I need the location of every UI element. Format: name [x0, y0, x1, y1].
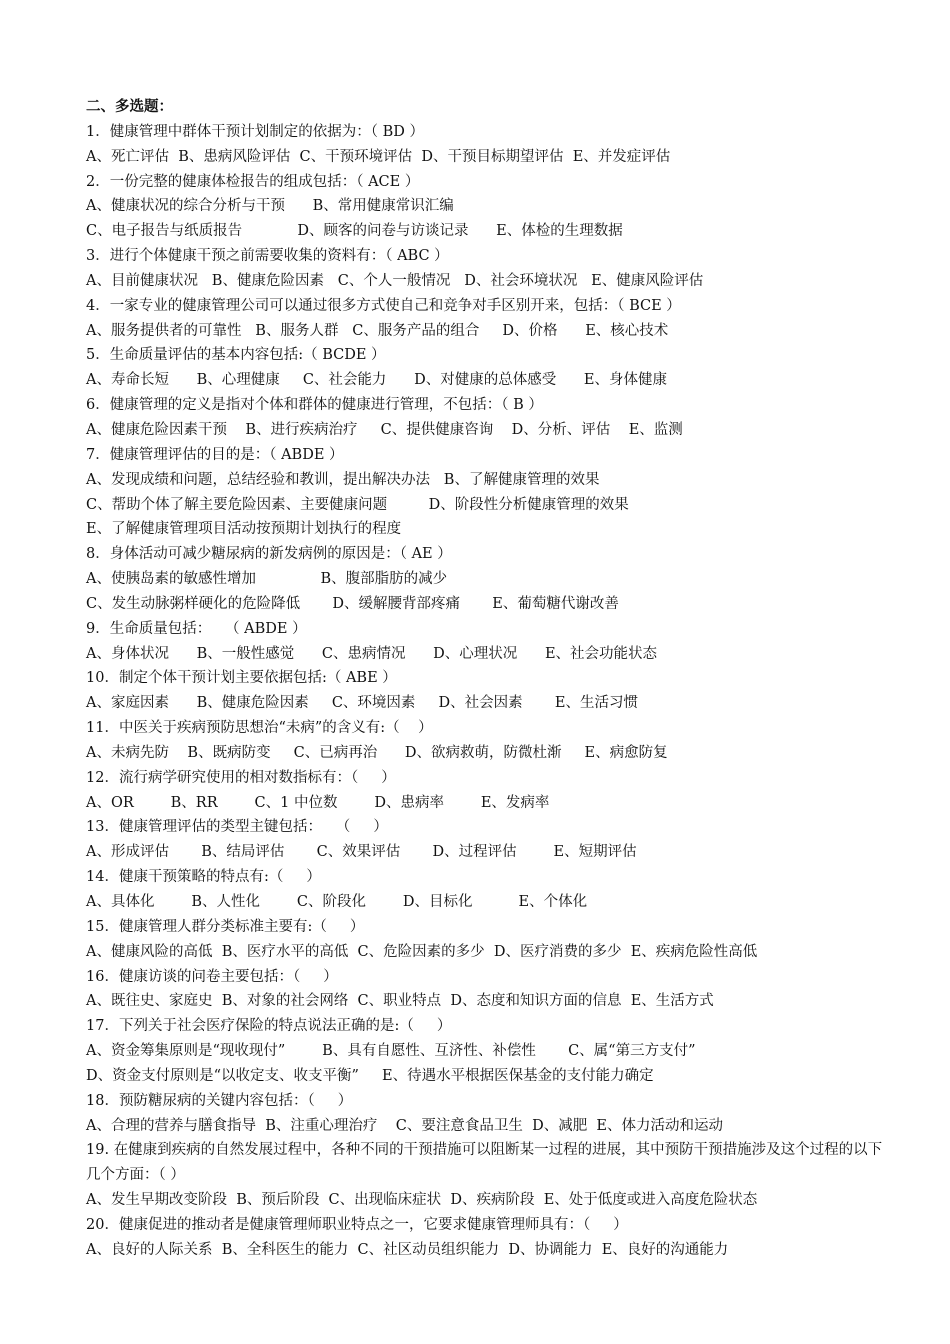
options-9: A、身体状况 B、一般性感觉 C、患病情况 D、心理状况 E、社会功能状态: [86, 645, 658, 662]
options-8-line-2: C、发生动脉粥样硬化的危险降低 D、缓解腰背部疼痛 E、葡萄糖代谢改善: [86, 595, 619, 612]
question-12: 12．流行病学研究使用的相对数指标有：（ ）: [86, 769, 396, 786]
question-1: 1．健康管理中群体干预计划制定的依据为：（ BD ）: [86, 123, 424, 140]
options-7-line-1: A、发现成绩和问题，总结经验和教训，提出解决办法 B、了解健康管理的效果: [86, 471, 600, 488]
options-6: A、健康危险因素干预 B、进行疾病治疗 C、提供健康咨询 D、分析、评估 E、监测: [86, 421, 683, 438]
options-7-line-3: E、了解健康管理项目活动按预期计划执行的程度: [86, 521, 402, 538]
question-6: 6．健康管理的定义是指对个体和群体的健康进行管理，不包括：（ B ）: [86, 397, 543, 414]
question-2: 2．一份完整的健康体检报告的组成包括：（ ACE ）: [86, 173, 420, 190]
options-1: A、死亡评估 B、患病风险评估 C、干预环境评估 D、干预目标期望评估 E、并发症评估: [86, 148, 671, 165]
question-4: 4．一家专业的健康管理公司可以通过很多方式使自己和竞争对手区别开来，包括：（ BCE ）: [86, 297, 681, 314]
question-14: 14．健康干预策略的特点有:（ ）: [86, 869, 321, 886]
question-list: [86, 95, 886, 1263]
options-2-line-1: A、健康状况的综合分析与干预 B、常用健康常识汇编: [86, 198, 454, 215]
options-19: A、发生早期改变阶段 B、预后阶段 C、出现临床症状 D、疾病阶段 E、处于低度或进入高度危险状态: [86, 1192, 758, 1209]
question-5: 5．生命质量评估的基本内容包括:（ BCDE ）: [86, 347, 386, 364]
options-2-line-2: C、电子报告与纸质报告 D、顾客的问卷与访谈记录 E、体检的生理数据: [86, 223, 623, 240]
options-13: A、形成评估 B、结局评估 C、效果评估 D、过程评估 E、短期评估: [86, 844, 637, 861]
question-3: 3．进行个体健康干预之前需要收集的资料有：（ ABC ）: [86, 248, 449, 265]
options-18: A、合理的营养与膳食指导 B、注重心理治疗 C、要注意食品卫生 D、减肥 E、体力活动和运动: [86, 1117, 724, 1134]
section-title: 二、多选题：: [86, 98, 173, 115]
question-10: 10．制定个体干预计划主要依据包括:（ ABE ）: [86, 670, 397, 687]
options-17-line-2: D、资金支付原则是“以收定支、收支平衡” E、待遇水平根据医保基金的支付能力确定: [86, 1067, 654, 1084]
question-9: 9．生命质量包括： （ ABDE ）: [86, 620, 307, 637]
question-8: 8．身体活动可减少糖尿病的新发病例的原因是：（ AE ）: [86, 546, 452, 563]
question-15: 15．健康管理人群分类标准主要有:（ ）: [86, 918, 365, 935]
options-15: A、健康风险的高低 B、医疗水平的高低 C、危险因素的多少 D、医疗消费的多少 E、疾病危险性高低: [86, 943, 758, 960]
options-12: A、OR B、RR C、1 中位数 D、患病率 E、发病率: [86, 794, 550, 811]
options-8-line-1: A、使胰岛素的敏感性增加 B、腹部脂肪的减少: [86, 571, 448, 588]
options-16: A、既往史、家庭史 B、对象的社会网络 C、职业特点 D、态度和知识方面的信息 E、生活方式: [86, 993, 714, 1010]
options-5: A、寿命长短 B、心理健康 C、社会能力 D、对健康的总体感受 E、身体健康: [86, 372, 667, 389]
question-11: 11．中医关于疾病预防思想治“未病”的含义有:（ ）: [86, 720, 433, 737]
options-4: A、服务提供者的可靠性 B、服务人群 C、服务产品的组合 D、价格 E、核心技术: [86, 322, 669, 339]
options-3: A、目前健康状况 B、健康危险因素 C、个人一般情况 D、社会环境状况 E、健康风险评估: [86, 272, 704, 289]
options-7-line-2: C、帮助个体了解主要危险因素、主要健康问题 D、阶段性分析健康管理的效果: [86, 496, 629, 513]
options-10: A、家庭因素 B、健康危险因素 C、环境因素 D、社会因素 E、生活习惯: [86, 695, 638, 712]
options-14: A、具体化 B、人性化 C、阶段化 D、目标化 E、个体化: [86, 894, 588, 910]
question-20: 20．健康促进的推动者是健康管理师职业特点之一，它要求健康管理师具有：（ ）: [86, 1216, 628, 1233]
question-16: 16．健康访谈的问卷主要包括：（ ）: [86, 968, 338, 985]
question-19: 19. 在健康到疾病的自然发展过程中，各种不同的干预措施可以阻断某一过程的进展，其中预防干预措施涉及这个过程的以下几个方面：（ ）: [86, 1142, 883, 1184]
options-17-line-1: A、资金筹集原则是“现收现付” B、具有自愿性、互济性、补偿性 C、属“第三方支付”: [86, 1043, 696, 1060]
question-17: 17．下列关于社会医疗保险的特点说法正确的是:（ ）: [86, 1018, 452, 1035]
options-20: A、良好的人际关系 B、全科医生的能力 C、社区动员组织能力 D、协调能力 E、良好的沟通能力: [86, 1241, 729, 1258]
options-11: A、未病先防 B、既病防变 C、已病再治 D、欲病救萌，防微杜渐 E、病愈防复: [86, 744, 668, 761]
question-18: 18．预防糖尿病的关键内容包括：（ ）: [86, 1092, 353, 1109]
question-7: 7．健康管理评估的目的是：（ ABDE ）: [86, 446, 344, 463]
question-13: 13．健康管理评估的类型主键包括： （ ）: [86, 819, 388, 836]
